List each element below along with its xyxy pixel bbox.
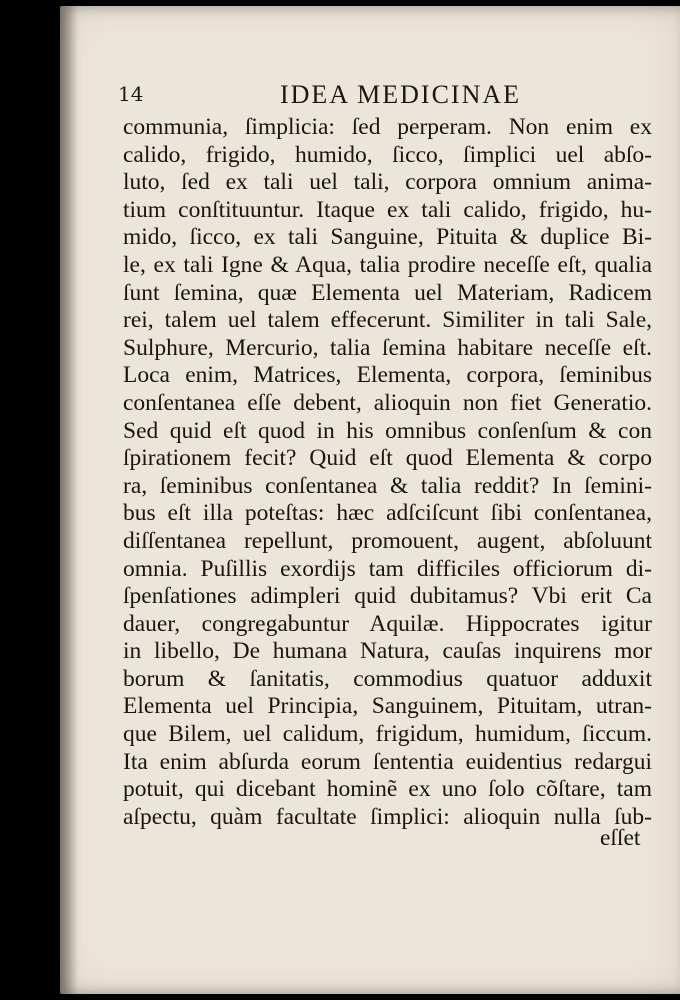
text-line: dauer, congregabuntur Aquilæ. Hippocrates igitur bbox=[123, 610, 652, 637]
text-line: potuit, qui dicebant hominẽ ex uno ſolo cõſtare, tam bbox=[123, 776, 652, 803]
text-line: borum & ſanitatis, commodius quatuor adduxit bbox=[123, 665, 652, 692]
text-line: mido, ſicco, ex tali Sanguine, Pituita & duplice Bi- bbox=[123, 224, 652, 251]
text-line: diſſentanea repellunt, promouent, augent, abſoluunt bbox=[123, 527, 652, 554]
text-line: calido, frigido, humido, ſicco, ſimplici uel abſo- bbox=[123, 141, 652, 168]
text-line: le, ex tali Igne & Aqua, talia prodire neceſſe eſt, qualia bbox=[123, 251, 652, 278]
text-line: Sed quid eſt quod in his omnibus conſenſum & con bbox=[123, 417, 652, 444]
text-line: bus eſt illa poteſtas: hæc adſciſcunt ſibi conſentanea, bbox=[123, 500, 652, 527]
running-head: IDEA MEDICINAE bbox=[280, 80, 522, 109]
text-line: rei, talem uel talem effecerunt. Similiter in tali Sale, bbox=[123, 307, 652, 334]
text-line: Elementa uel Principia, Sanguinem, Pituitam, utran- bbox=[123, 693, 652, 720]
text-line: tium conſtituuntur. Itaque ex tali calido, frigido, hu- bbox=[123, 196, 652, 223]
text-line: communia, ſimplicia: ſed perperam. Non enim ex bbox=[123, 114, 652, 140]
text-line: que Bilem, uel calidum, frigidum, humidum, ſiccum. bbox=[123, 721, 652, 748]
text-line: omnia. Puſillis exordijs tam difficiles officiorum di- bbox=[123, 555, 652, 582]
text-line: luto, ſed ex tali uel tali, corpora omnium anima- bbox=[123, 169, 652, 196]
text-line: ſpenſationes adimpleri quid dubitamus? Vbi erit Ca bbox=[123, 583, 652, 610]
text-line: ſpirationem fecit? Quid eſt quod Elementa & corpo bbox=[123, 445, 652, 472]
text-line: ſunt ſemina, quæ Elementa uel Materiam, Radicem bbox=[123, 279, 652, 306]
text-line: conſentanea eſſe debent, alioquin non fiet Generatio. bbox=[123, 389, 652, 416]
catchword: eſſet bbox=[600, 825, 641, 851]
text-line: aſpectu, quàm facultate ſimplici: alioquin nulla ſub- bbox=[123, 803, 652, 830]
text-line: Loca enim, Matrices, Elementa, corpora, ſeminibus bbox=[123, 362, 652, 389]
folio-number: 14 bbox=[118, 82, 144, 106]
text-line: in libello, De humana Natura, cauſas inquirens mor bbox=[123, 638, 652, 665]
text-line: ra, ſeminibus conſentanea & talia reddit? In ſemini- bbox=[123, 472, 652, 499]
text-line: Ita enim abſurda eorum ſententia euidentius redargui bbox=[123, 748, 652, 775]
page-header bbox=[118, 80, 538, 110]
body-text bbox=[123, 114, 652, 831]
book-page bbox=[60, 6, 680, 994]
text-line: Sulphure, Mercurio, talia ſemina habitare neceſſe eſt. bbox=[123, 334, 652, 361]
